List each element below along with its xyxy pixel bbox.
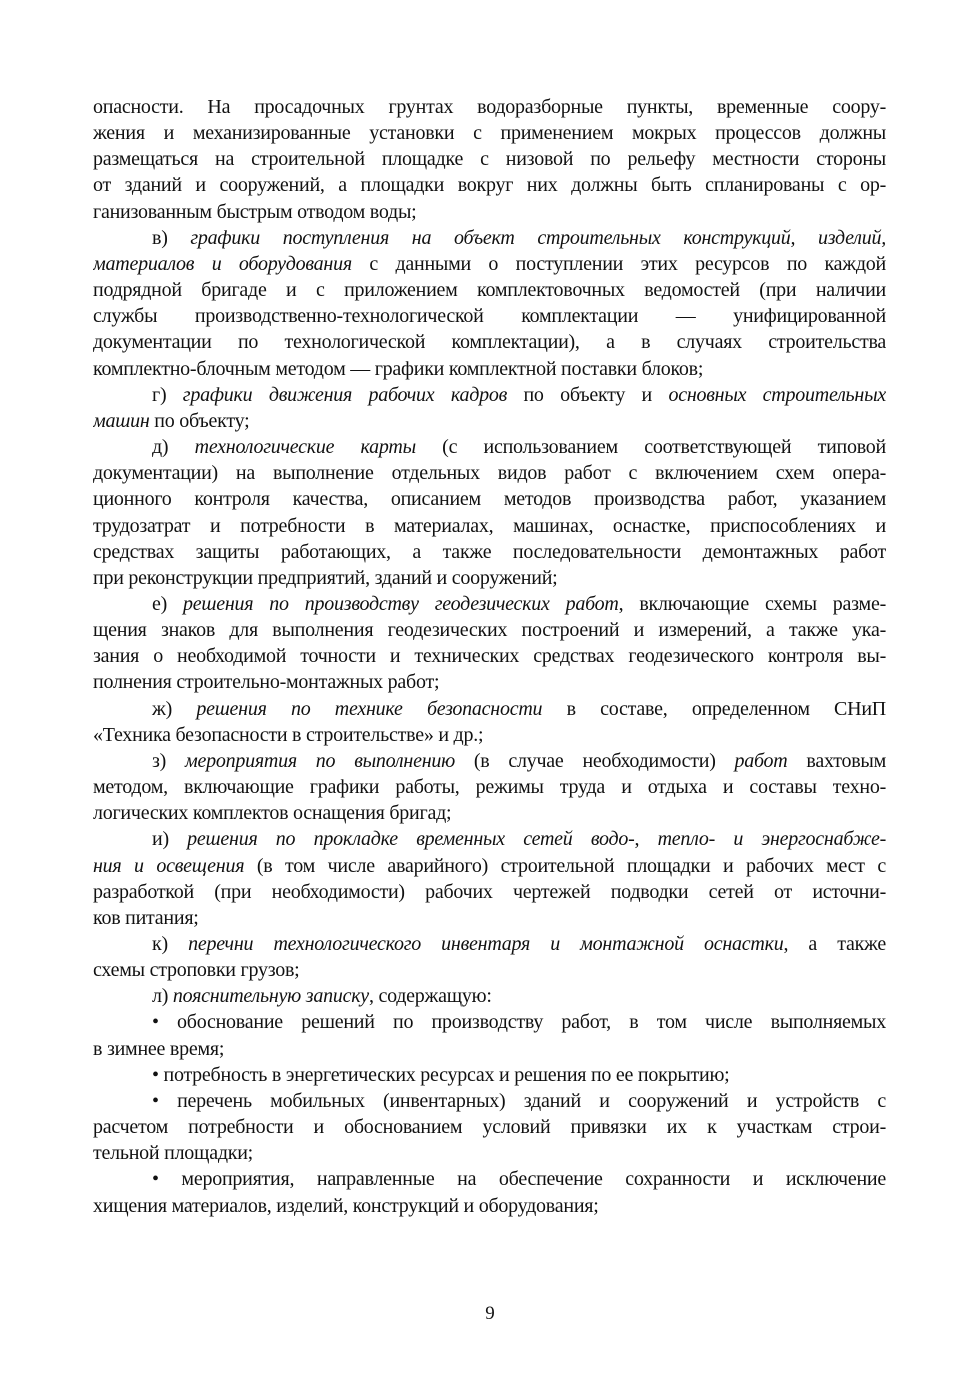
paragraph (93, 1062, 886, 1088)
text-line (93, 1193, 886, 1219)
text-segment: (в том числе аварийного) строительной площадки и рабочих мест с (244, 854, 886, 877)
text-segment: , (634, 828, 658, 851)
text-segment: подрядной бригаде и с приложением комплектовочных ведомостей (при наличии (93, 279, 886, 302)
text-line (93, 277, 886, 303)
italic-term: решения по прокладке временных сетей водо- (187, 828, 635, 851)
text-segment: опасности. На просадочных грунтах водоразборные пункты, временные соору- (93, 96, 886, 118)
text-line (93, 800, 886, 826)
italic-term: мероприятия по выполнению (184, 749, 455, 772)
text-segment: л) (152, 985, 173, 1008)
text-segment: е) (152, 592, 184, 615)
text-segment: , содержащую: (368, 985, 492, 1008)
text-line (93, 408, 886, 434)
text-segment: логических комплектов оснащения бригад; (93, 802, 452, 825)
text-segment: в зимнее время; (93, 1037, 225, 1060)
text-segment: методом, включающие графики работы, режимы труда и отдыха и составы техно- (93, 776, 886, 799)
text-line (93, 1009, 886, 1035)
italic-term: работ (734, 749, 788, 772)
paragraph (93, 225, 886, 382)
text-line (93, 146, 886, 172)
text-line (93, 460, 886, 486)
text-segment: службы производственно-технологической комплектации — унифицированной (93, 305, 886, 328)
italic-term: материалов и оборудования (93, 252, 352, 275)
text-segment: ков питания; (93, 906, 199, 929)
text-segment: з) (152, 749, 185, 772)
text-segment: в составе, определенном СНиП (542, 697, 886, 720)
text-segment: средствах защиты работающих, а также последовательности демонтажных работ (93, 540, 886, 563)
italic-term: графики поступления на объект строительных конструкций, изделий, (190, 226, 886, 249)
text-segment: с данными о поступлении этих ресурсов по каждой (351, 252, 886, 275)
text-segment: к) (152, 933, 189, 955)
text-line (93, 434, 886, 460)
paragraph (93, 983, 886, 1009)
text-segment: схемы строповки грузов; (93, 959, 300, 982)
paragraph (93, 748, 886, 826)
text-segment: (с использованием соответствующей типовой (415, 436, 886, 459)
text-line (93, 329, 886, 355)
italic-term: графики движения рабочих кадров (182, 383, 508, 406)
paragraph (93, 931, 886, 983)
text-line (93, 513, 886, 539)
text-segment: д) (152, 436, 195, 459)
text-segment: , а также (783, 933, 886, 955)
text-line (93, 591, 886, 617)
text-segment: тельной площадки; (93, 1142, 253, 1165)
text-segment: зания о необходимой точности и технических средствах геодезического контроля вы- (93, 645, 886, 668)
italic-term: перечни технологического инвентаря и монтажной оснастки (188, 933, 784, 955)
text-line (93, 983, 886, 1009)
document-body (93, 94, 886, 1219)
text-segment: • мероприятия, направленные на обеспечение сохранности и исключение (152, 1168, 886, 1191)
text-line (93, 1166, 886, 1192)
italic-term: пояснительную записку (172, 985, 369, 1008)
text-line (93, 669, 886, 695)
text-segment: (в случае необходимости) (454, 749, 735, 772)
italic-term: ния и освещения (93, 854, 245, 877)
text-line (93, 251, 886, 277)
text-line (93, 696, 886, 722)
text-segment: полнения строительно-монтажных работ; (93, 671, 440, 694)
text-line (93, 199, 886, 225)
text-segment: документации) на выполнение отдельных видов работ с включением схем опера- (93, 462, 886, 485)
text-line (93, 774, 886, 800)
text-line (93, 486, 886, 512)
paragraph (93, 382, 886, 434)
text-line (93, 94, 886, 120)
text-line (93, 120, 886, 146)
text-line (93, 879, 886, 905)
paragraph (93, 591, 886, 696)
text-line (93, 643, 886, 669)
text-segment: ж) (152, 697, 197, 720)
page-number: 9 (485, 1303, 495, 1324)
italic-term: технологические карты (194, 436, 416, 459)
text-segment: по объекту и (507, 383, 669, 406)
text-segment: г) (152, 383, 183, 406)
text-line (93, 905, 886, 931)
text-segment: • перечень мобильных (инвентарных) зданий и сооружений и устройств с (152, 1089, 886, 1112)
text-segment: и) (152, 828, 188, 851)
text-line (93, 1036, 886, 1062)
text-segment: разработкой (при необходимости) рабочих чертежей подводки сетей от источни- (93, 880, 886, 903)
text-segment: , включающие схемы разме- (618, 592, 886, 615)
paragraph (93, 434, 886, 591)
text-line (93, 617, 886, 643)
paragraph (93, 1009, 886, 1061)
text-segment: размещаться на строительной площадке с низовой по рельефу местности стороны (93, 148, 886, 171)
text-segment: • обоснование решений по производству работ, в том числе выполняемых (152, 1011, 886, 1034)
italic-term: основных строительных (668, 383, 886, 406)
text-line (93, 565, 886, 591)
text-segment: «Техника безопасности в строительстве» и др.; (93, 723, 484, 746)
text-line (93, 1140, 886, 1166)
text-segment: ционного контроля качества, описанием методов производства работ, указанием (93, 488, 886, 511)
text-line (93, 957, 886, 983)
text-segment: ганизованным быстрым отводом воды; (93, 200, 417, 223)
text-line (93, 853, 886, 879)
italic-term: машин (93, 409, 150, 432)
text-segment: вахтовым (787, 749, 886, 772)
text-segment: трудозатрат и потребности в материалах, машинах, оснастке, приспособлениях и (93, 514, 886, 537)
text-line (93, 1062, 886, 1088)
text-line (93, 1114, 886, 1140)
text-line (93, 382, 886, 408)
italic-term: решения по производству геодезических работ (183, 592, 619, 615)
text-segment: при реконструкции предприятий, зданий и сооружений; (93, 566, 558, 589)
text-segment: от зданий и сооружений, а площадки вокруг них должны быть спланированы с ор- (93, 174, 886, 197)
paragraph (93, 696, 886, 748)
paragraph (93, 94, 886, 225)
text-line (93, 225, 886, 251)
text-line (93, 748, 886, 774)
text-line (93, 172, 886, 198)
text-line (93, 539, 886, 565)
text-segment: жения и механизированные установки с применением мокрых процессов должны (93, 122, 886, 145)
text-segment: в) (152, 226, 191, 249)
text-line (93, 303, 886, 329)
text-segment: расчетом потребности и обоснованием условий привязки их к участкам строи- (93, 1116, 886, 1139)
text-segment: документации по технологической комплектации), а в случаях строительства (93, 331, 886, 354)
paragraph (93, 1166, 886, 1218)
text-line (93, 931, 886, 957)
text-segment: щения знаков для выполнения геодезических построений и измерений, а также ука- (93, 619, 886, 642)
italic-term: решения по технике безопасности (196, 697, 543, 720)
paragraph (93, 1088, 886, 1166)
text-line (93, 356, 886, 382)
text-segment: комплектно-блочным методом — графики комплектной поставки блоков; (93, 357, 704, 380)
paragraph (93, 826, 886, 931)
text-segment: хищения материалов, изделий, конструкций и оборудования; (93, 1194, 599, 1217)
text-segment: по объекту; (149, 409, 250, 432)
text-line (93, 722, 886, 748)
text-line (93, 826, 886, 852)
text-segment: • потребность в энергетических ресурсах и решения по ее покрытию; (152, 1063, 730, 1086)
text-line (93, 1088, 886, 1114)
italic-term: тепло- и энергоснабже- (657, 828, 886, 851)
